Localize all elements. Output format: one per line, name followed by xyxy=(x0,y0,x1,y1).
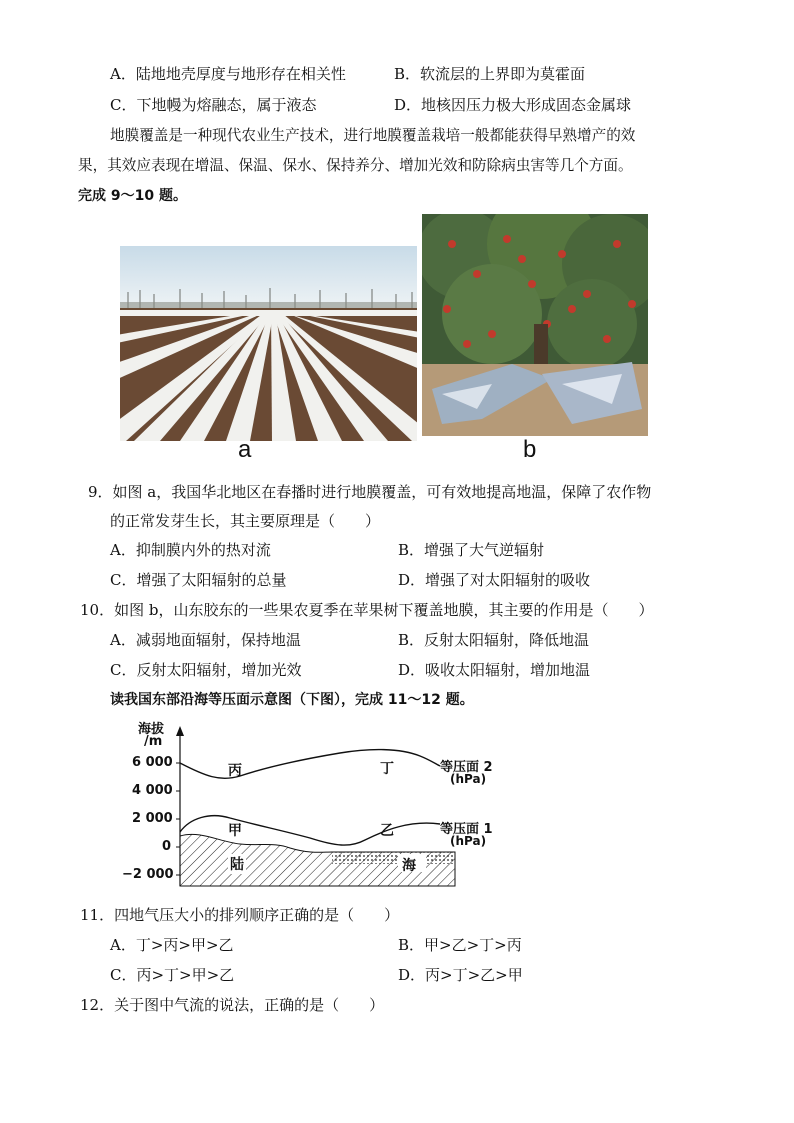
q10-stem: 10．如图 b，山东胶东的一些果农夏季在苹果树下覆盖地膜，其主要的作用是（ ） xyxy=(80,601,654,619)
y-axis-title: 海拔 xyxy=(138,722,165,737)
y-axis-unit: /m xyxy=(144,734,163,749)
q9-option-d: D．增强了对太阳辐射的吸收 xyxy=(398,571,591,589)
q12-stem: 12．关于图中气流的说法，正确的是（ ） xyxy=(80,996,385,1014)
label-surface-1-unit: (hPa) xyxy=(450,834,487,848)
q8-option-d: D．地核因压力极大形成固态金属球 xyxy=(394,96,632,114)
q8-option-c: C．下地幔为熔融态，属于液态 xyxy=(110,96,317,114)
intro-isobar: 读我国东部沿海等压面示意图（下图），完成 11～12 题。 xyxy=(110,692,474,708)
label-ding: 丁 xyxy=(380,761,394,777)
tick-4000: 4 000 xyxy=(132,783,173,798)
photo-b-caption: b xyxy=(523,436,537,463)
tick-2000: 2 000 xyxy=(132,811,173,826)
q8-option-b: B．软流层的上界即为莫霍面 xyxy=(394,65,586,83)
label-yi: 乙 xyxy=(380,823,394,839)
label-surface-2: 等压面 2 xyxy=(440,760,493,775)
q11-option-a: A．丁>丙>甲>乙 xyxy=(110,936,234,954)
label-bing: 丙 xyxy=(228,763,242,779)
label-surface-1: 等压面 1 xyxy=(440,822,493,837)
photo-a-film-field xyxy=(120,246,417,441)
intro-film-line-2: 果，其效应表现在增温、保温、保水、保持养分、增加光效和防除病虫害等几个方面。 xyxy=(78,157,633,174)
q8-option-a: A．陆地地壳厚度与地形存在相关性 xyxy=(110,65,346,83)
q9-option-b: B．增强了大气逆辐射 xyxy=(398,541,545,559)
q9-stem-line-2: 的正常发芽生长，其主要原理是（ ） xyxy=(110,512,381,530)
tick-minus-2000: −2 000 xyxy=(122,867,174,882)
q10-option-d: D．吸收太阳辐射，增加地温 xyxy=(398,661,591,679)
label-jia: 甲 xyxy=(228,823,242,839)
isobar-diagram xyxy=(110,718,530,893)
label-surface-2-unit: (hPa) xyxy=(450,772,487,786)
photo-b-orchard-film xyxy=(422,214,648,436)
q9-stem-line-1: 9．如图 a，我国华北地区在春播时进行地膜覆盖，可有效地提高地温，保障了农作物 xyxy=(88,483,652,501)
q9-option-c: C．增强了太阳辐射的总量 xyxy=(110,571,287,589)
intro-film-line-1: 地膜覆盖是一种现代农业生产技术，进行地膜覆盖栽培一般都能获得早熟增产的效 xyxy=(110,127,636,144)
label-sea: 海 xyxy=(402,858,416,874)
q11-stem: 11．四地气压大小的排列顺序正确的是（ ） xyxy=(80,906,400,924)
tick-6000: 6 000 xyxy=(132,755,173,770)
isobaric-surface-2 xyxy=(180,750,440,779)
q11-option-c: C．丙>丁>甲>乙 xyxy=(110,966,235,984)
tick-0: 0 xyxy=(162,839,172,854)
q10-option-a: A．减弱地面辐射，保持地温 xyxy=(110,631,301,649)
photo-a-caption: a xyxy=(238,436,252,463)
q9-option-a: A．抑制膜内外的热对流 xyxy=(110,541,271,559)
q11-option-d: D．丙>丁>乙>甲 xyxy=(398,966,523,984)
q10-option-b: B．反射太阳辐射，降低地温 xyxy=(398,631,590,649)
intro-film-line-3: 完成 9～10 题。 xyxy=(78,188,187,204)
q10-option-c: C．反射太阳辐射，增加光效 xyxy=(110,661,302,679)
q11-option-b: B．甲>乙>丁>丙 xyxy=(398,936,522,954)
label-land: 陆 xyxy=(228,854,246,874)
